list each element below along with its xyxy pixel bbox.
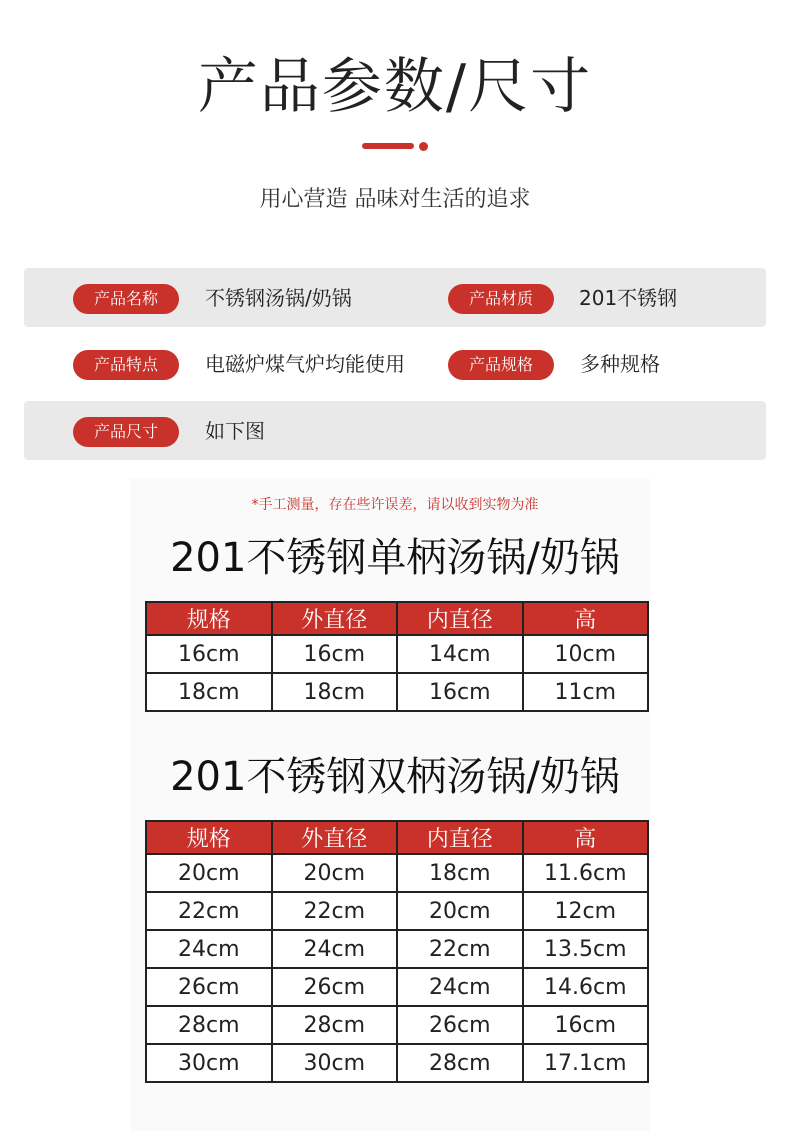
table-cell: 28cm: [272, 1006, 398, 1044]
column-header-outer-diameter: 外直径: [272, 602, 398, 635]
product-size-value: 如下图: [205, 419, 265, 443]
table-cell: 20cm: [272, 854, 398, 892]
table-cell: 24cm: [397, 968, 523, 1006]
table-cell: 14cm: [397, 635, 523, 673]
table-cell: 20cm: [397, 892, 523, 930]
product-feature-label: 产品特点: [73, 350, 179, 380]
table-cell: 12cm: [523, 892, 649, 930]
column-header-height: 高: [523, 821, 649, 854]
table-cell: 26cm: [397, 1006, 523, 1044]
table-row: [146, 854, 648, 892]
table-cell: 28cm: [397, 1044, 523, 1082]
table-cell: 16cm: [397, 673, 523, 711]
table-cell: 26cm: [146, 968, 272, 1006]
table-cell: 16cm: [523, 1006, 649, 1044]
product-material-label: 产品材质: [448, 284, 554, 314]
table-cell: 30cm: [146, 1044, 272, 1082]
product-spec-value: 多种规格: [580, 352, 660, 376]
measurement-note: *手工测量，存在些许误差，请以收到实物为准: [251, 497, 539, 513]
product-size-label: 产品尺寸: [73, 417, 179, 447]
table-cell: 16cm: [146, 635, 272, 673]
double-handle-table-title: 201不锈钢双柄汤锅/奶锅: [170, 754, 620, 800]
table-row: [146, 968, 648, 1006]
table-row: [146, 1044, 648, 1082]
table-cell: 18cm: [146, 673, 272, 711]
table-row: [146, 1006, 648, 1044]
column-header-spec: 规格: [146, 602, 272, 635]
table-cell: 30cm: [272, 1044, 398, 1082]
table-cell: 16cm: [272, 635, 398, 673]
table-cell: 28cm: [146, 1006, 272, 1044]
table-cell: 24cm: [272, 930, 398, 968]
info-row-size: [24, 401, 766, 460]
product-name-value: 不锈钢汤锅/奶锅: [205, 286, 352, 310]
table-cell: 11cm: [523, 673, 649, 711]
product-material-value: 201不锈钢: [579, 286, 678, 310]
table-cell: 17.1cm: [523, 1044, 649, 1082]
table-cell: 13.5cm: [523, 930, 649, 968]
table-cell: 11.6cm: [523, 854, 649, 892]
column-header-outer-diameter: 外直径: [272, 821, 398, 854]
product-spec-label: 产品规格: [448, 350, 554, 380]
table-cell: 24cm: [146, 930, 272, 968]
table-header-row: [146, 602, 648, 635]
column-header-inner-diameter: 内直径: [397, 821, 523, 854]
page-subtitle: 用心营造 品味对生活的追求: [259, 187, 531, 212]
single-handle-table-title: 201不锈钢单柄汤锅/奶锅: [170, 535, 620, 581]
title-divider-dot: [419, 142, 428, 151]
table-cell: 22cm: [146, 892, 272, 930]
page-title: 产品参数/尺寸: [197, 52, 593, 122]
column-header-spec: 规格: [146, 821, 272, 854]
table-row: [146, 892, 648, 930]
table-header-row: [146, 821, 648, 854]
title-divider-line: [362, 143, 414, 149]
table-row: [146, 930, 648, 968]
table-cell: 18cm: [272, 673, 398, 711]
table-cell: 14.6cm: [523, 968, 649, 1006]
column-header-inner-diameter: 内直径: [397, 602, 523, 635]
column-header-height: 高: [523, 602, 649, 635]
table-cell: 10cm: [523, 635, 649, 673]
table-cell: 22cm: [397, 930, 523, 968]
single-handle-size-table: [145, 601, 649, 712]
table-cell: 18cm: [397, 854, 523, 892]
info-row-feature-spec: [24, 334, 766, 393]
table-cell: 26cm: [272, 968, 398, 1006]
product-feature-value: 电磁炉煤气炉均能使用: [205, 352, 405, 376]
product-name-label: 产品名称: [73, 284, 179, 314]
info-row-name-material: [24, 268, 766, 327]
table-cell: 22cm: [272, 892, 398, 930]
table-row: [146, 673, 648, 711]
table-cell: 20cm: [146, 854, 272, 892]
double-handle-size-table: [145, 820, 649, 1083]
table-row: [146, 635, 648, 673]
